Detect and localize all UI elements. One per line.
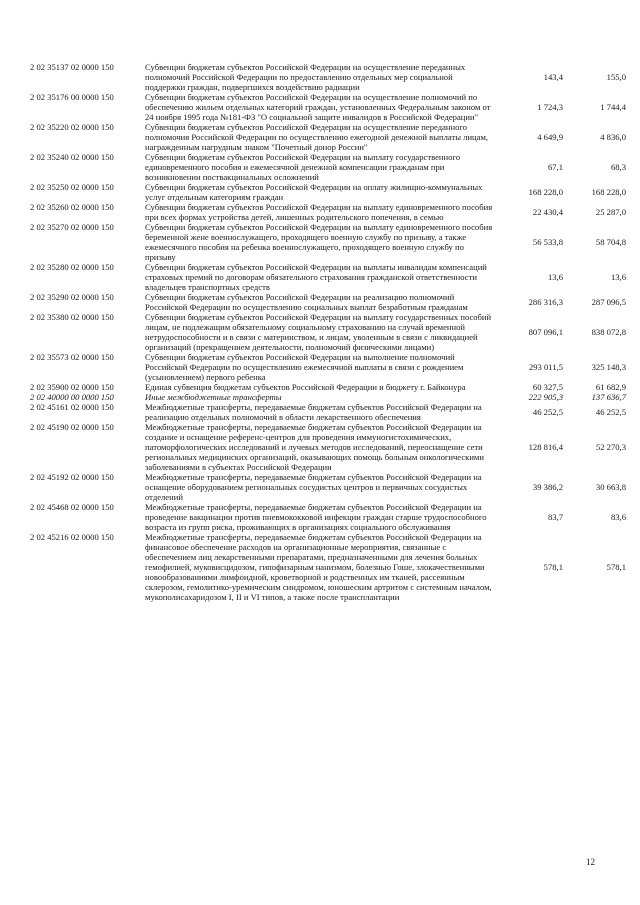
budget-table bbox=[30, 62, 626, 602]
row-code: 2 02 45468 02 0000 150 bbox=[30, 502, 114, 512]
page-number: 12 bbox=[586, 857, 595, 867]
row-code: 2 02 35220 02 0000 150 bbox=[30, 122, 114, 132]
row-value-year-1: 143,4 bbox=[543, 72, 563, 82]
row-value-year-1: 39 386,2 bbox=[532, 482, 563, 492]
row-description: Субвенции бюджетам субъектов Российской Федерации на реализацию полномочий Российской Федерации по осуществлению социальных выплат безработным гражданам bbox=[145, 292, 468, 312]
row-value-year-2: 838 072,8 bbox=[591, 327, 626, 337]
row-value-year-2: 168 228,0 bbox=[591, 187, 626, 197]
row-value-year-1: 4 649,9 bbox=[537, 132, 563, 142]
row-value-year-2: 46 252,5 bbox=[595, 407, 626, 417]
row-code: 2 02 35250 02 0000 150 bbox=[30, 182, 114, 192]
row-description: Субвенции бюджетам субъектов Российской Федерации на осуществление переданных полномочий Российской Федерации по предоставлению отдельных мер социальной поддержки граждан, подвергшихся воздействию радиации bbox=[145, 62, 466, 92]
table-row bbox=[30, 62, 626, 92]
row-value-year-2: 83,6 bbox=[610, 512, 626, 522]
row-value-year-1: 67,1 bbox=[547, 162, 563, 172]
row-description: Единая субвенция бюджетам субъектов Российской Федерации и бюджету г. Байконура bbox=[145, 382, 466, 392]
row-description: Субвенции бюджетам субъектов Российской Федерации на выплаты инвалидам компенсаций страховых премий по договорам обязательного страхования гражданской ответственности владельцев транспортных средств bbox=[145, 262, 487, 292]
table-row bbox=[30, 472, 626, 502]
row-code: 2 02 45190 02 0000 150 bbox=[30, 422, 114, 432]
row-description: Субвенции бюджетам субъектов Российской Федерации на выполнение полномочий Российской Федерации по осуществлению ежемесячной выплаты в связи с рождением (усыновлением) первого ребенка bbox=[145, 352, 464, 382]
row-value-year-2: 58 704,8 bbox=[595, 237, 626, 247]
row-value-year-1: 13,6 bbox=[547, 272, 563, 282]
table-row bbox=[30, 422, 626, 472]
row-value-year-1: 293 011,5 bbox=[528, 362, 563, 372]
table-row bbox=[30, 182, 626, 202]
row-value-year-2: 61 682,9 bbox=[595, 382, 626, 392]
row-value-year-2: 52 270,3 bbox=[595, 442, 626, 452]
table-row bbox=[30, 222, 626, 262]
row-value-year-1: 168 228,0 bbox=[528, 187, 563, 197]
row-value-year-2: 4 836,0 bbox=[600, 132, 626, 142]
row-description: Межбюджетные трансферты, передаваемые бюджетам субъектов Российской Федерации на реализацию отдельных полномочий в области лекарственного обеспечения bbox=[145, 402, 482, 422]
row-value-year-1: 128 816,4 bbox=[528, 442, 563, 452]
row-value-year-1: 46 252,5 bbox=[532, 407, 563, 417]
budget-table-body bbox=[30, 62, 626, 602]
row-value-year-2: 137 636,7 bbox=[591, 392, 626, 402]
row-value-year-2: 578,1 bbox=[606, 562, 626, 572]
row-value-year-1: 60 327,5 bbox=[532, 382, 563, 392]
table-row bbox=[30, 202, 626, 222]
row-description: Иные межбюджетные трансферты bbox=[145, 392, 282, 402]
table-row bbox=[30, 382, 626, 392]
table-row bbox=[30, 262, 626, 292]
row-code: 2 02 35270 02 0000 150 bbox=[30, 222, 114, 232]
row-value-year-2: 68,3 bbox=[610, 162, 626, 172]
row-code: 2 02 45216 02 0000 150 bbox=[30, 532, 114, 542]
table-row bbox=[30, 352, 626, 382]
row-value-year-2: 1 744,4 bbox=[600, 102, 626, 112]
row-code: 2 02 35573 02 0000 150 bbox=[30, 352, 114, 362]
table-row bbox=[30, 532, 626, 602]
row-description: Субвенции бюджетам субъектов Российской Федерации на оплату жилищно-коммунальных услуг отдельным категориям граждан bbox=[145, 182, 483, 202]
row-value-year-2: 287 096,5 bbox=[591, 297, 626, 307]
row-value-year-2: 13,6 bbox=[610, 272, 626, 282]
row-value-year-2: 155,0 bbox=[606, 72, 626, 82]
row-value-year-1: 56 533,8 bbox=[532, 237, 563, 247]
row-code: 2 02 35290 02 0000 150 bbox=[30, 292, 114, 302]
row-description: Межбюджетные трансферты, передаваемые бюджетам субъектов Российской Федерации на оснащение оборудованием региональных сосудистых центров и первичных сосудистых отделений bbox=[145, 472, 482, 502]
table-row bbox=[30, 122, 626, 152]
row-value-year-1: 286 316,3 bbox=[528, 297, 563, 307]
row-code: 2 02 35260 02 0000 150 bbox=[30, 202, 114, 212]
row-code: 2 02 40000 00 0000 150 bbox=[30, 392, 114, 402]
row-description: Межбюджетные трансферты, передаваемые бюджетам субъектов Российской Федерации на создание и оснащение референс-центров для проведения иммуногистохимических, патоморфологических исследований и лучевых методов исследований, переоснащение сети региональных медицинских организаций, оказывающих помощь больным онкологическими заболеваниями в субъектах Российской Федерации bbox=[145, 422, 484, 472]
row-value-year-1: 22 430,4 bbox=[532, 207, 563, 217]
row-code: 2 02 35137 02 0000 150 bbox=[30, 62, 114, 72]
row-description: Межбюджетные трансферты, передаваемые бюджетам субъектов Российской Федерации на проведение вакцинации против пневмококковой инфекции граждан старше трудоспособного возраста из групп риска, проживающих в организациях социального обслуживания bbox=[145, 502, 487, 532]
table-row bbox=[30, 92, 626, 122]
row-value-year-2: 30 663,8 bbox=[595, 482, 626, 492]
row-value-year-1: 83,7 bbox=[547, 512, 563, 522]
row-description: Субвенции бюджетам субъектов Российской Федерации на выплату государственного единовременного пособия и ежемесячной денежной компенсации гражданам при возникновении поствакцинальных осложнений bbox=[145, 152, 461, 182]
row-value-year-1: 222 905,3 bbox=[528, 392, 563, 402]
row-code: 2 02 35280 02 0000 150 bbox=[30, 262, 114, 272]
row-description: Субвенции бюджетам субъектов Российской Федерации на осуществление полномочий по обеспечению жильем отдельных категорий граждан, установленных Федеральным законом от 24 ноября 1995 года №181-ФЗ "О социальной защите инвалидов в Российской Федерации" bbox=[145, 92, 491, 122]
row-value-year-2: 325 148,3 bbox=[591, 362, 626, 372]
row-description: Межбюджетные трансферты, передаваемые бюджетам субъектов Российской Федерации на финансовое обеспечение расходов на организационные мероприятия, связанные с обеспечением лиц лекарственными препаратами, предназначенными для лечения больных гемофилией, муковисцидозом, гипофизарным нанизмом, болезнью Гоше, злокачественными новообразованиями лимфоидной, кроветворной и родственных им тканей, рассеянным склерозом, гемолитико-уремическим синдромом, юношеским артритом с системным началом, мукополисахаридозом I, II и VI типов, а также после трансплантации bbox=[145, 532, 492, 602]
table-row bbox=[30, 392, 626, 402]
row-code: 2 02 35900 02 0000 150 bbox=[30, 382, 114, 392]
table-row bbox=[30, 152, 626, 182]
row-value-year-1: 578,1 bbox=[543, 562, 563, 572]
table-row bbox=[30, 402, 626, 422]
row-value-year-1: 807 096,1 bbox=[528, 327, 563, 337]
row-value-year-1: 1 724,3 bbox=[537, 102, 563, 112]
row-code: 2 02 45161 02 0000 150 bbox=[30, 402, 114, 412]
row-description: Субвенции бюджетам субъектов Российской Федерации на выплату государственных пособий лицам, не подлежащим обязательному социальному страхованию на случай временной нетрудоспособности и в связи с материнством, и лицам, уволенным в связи с ликвидацией организаций (прекращением деятельности, полномочий физическими лицами) bbox=[145, 312, 492, 352]
table-row bbox=[30, 502, 626, 532]
table-row bbox=[30, 292, 626, 312]
row-description: Субвенции бюджетам субъектов Российской Федерации на выплату единовременного пособия при всех формах устройства детей, лишенных родительского попечения, в семью bbox=[145, 202, 493, 222]
row-code: 2 02 35380 02 0000 150 bbox=[30, 312, 114, 322]
row-description: Субвенции бюджетам субъектов Российской Федерации на осуществление переданного полномочия Российской Федерации по осуществлению ежегодной денежной выплаты лицам, награжденным нагрудным знаком "Почетный донор России" bbox=[145, 122, 489, 152]
row-code: 2 02 45192 02 0000 150 bbox=[30, 472, 114, 482]
row-code: 2 02 35176 00 0000 150 bbox=[30, 92, 114, 102]
table-row bbox=[30, 312, 626, 352]
row-description: Субвенции бюджетам субъектов Российской Федерации на выплату единовременного пособия беременной жене военнослужащего, проходящего военную службу по призыву, а также ежемесячного пособия на ребенка военнослужащего, проходящего военную службу по призыву bbox=[145, 222, 493, 262]
row-code: 2 02 35240 02 0000 150 bbox=[30, 152, 114, 162]
row-value-year-2: 25 287,0 bbox=[595, 207, 626, 217]
